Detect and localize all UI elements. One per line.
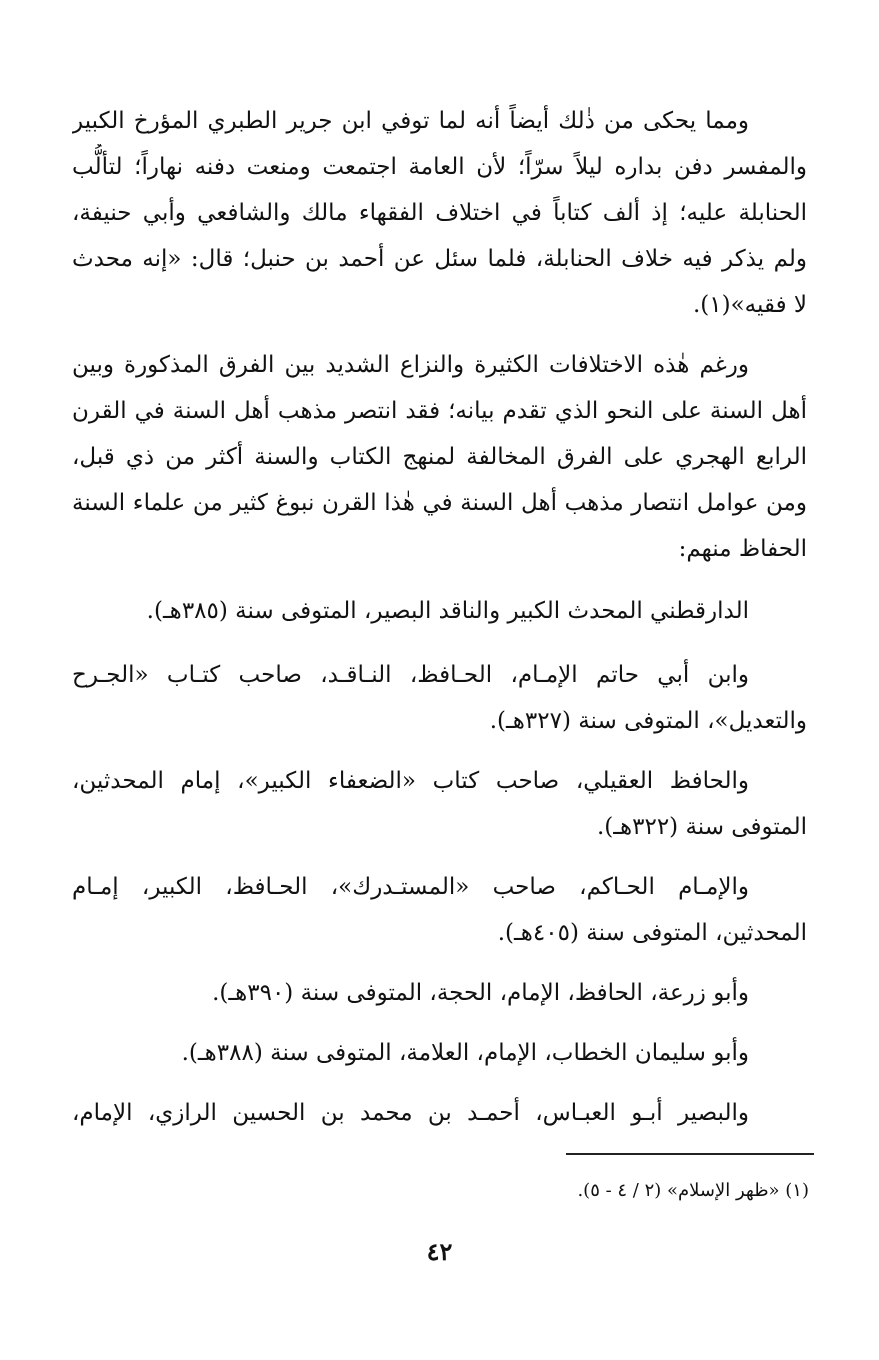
paragraph-5-line-2: المتوفى سنة (٣٢٢هـ). — [596, 814, 807, 840]
paragraph-5-line-1: والحافظ العقيلي، صاحب كتاب «الضعفاء الكبير»، إمام المحدثين، — [72, 768, 749, 794]
page-number: ٤٢ — [426, 1237, 453, 1266]
paragraph-1-line-2: والمفسر دفن بداره ليلاً سرّاً؛ لأن العامة اجتمعت ومنعت دفنه نهاراً؛ لتألُّب — [72, 154, 807, 180]
paragraph-6-line-1: والإمـام الحـاكم، صاحب «المستـدرك»، الحـافظ، الكبير، إمـام — [72, 874, 749, 900]
paragraph-2-line-5: الحفاظ منهم: — [678, 536, 807, 562]
footnote-separator — [566, 1153, 814, 1155]
paragraph-8-line-1: وأبو سليمان الخطاب، الإمام، العلامة، المتوفى سنة (٣٨٨هـ). — [181, 1040, 749, 1066]
paragraph-4-line-2: والتعديل»، المتوفى سنة (٣٢٧هـ). — [489, 708, 807, 734]
paragraph-7-line-1: وأبو زرعة، الحافظ، الإمام، الحجة، المتوفى سنة (٣٩٠هـ). — [212, 980, 749, 1006]
footnote: (١) «ظهر الإسلام» (٢ / ٤ - ٥). — [577, 1180, 809, 1201]
paragraph-2-line-3: الرابع الهجري على الفرق المخالفة لمنهج الكتاب والسنة أكثر من ذي قبل، — [72, 444, 807, 470]
paragraph-2-line-1: ورغم هٰذه الاختلافات الكثيرة والنزاع الشديد بين الفرق المذكورة وبين — [72, 352, 749, 378]
paragraph-1-line-4: ولم يذكر فيه خلاف الحنابلة، فلما سئل عن أحمد بن حنبل؛ قال: «إنه محدث — [72, 246, 807, 272]
paragraph-1-line-1: ومما يحكى من ذٰلك أيضاً أنه لما توفي ابن جرير الطبري المؤرخ الكبير — [72, 108, 749, 134]
paragraph-2-line-4: ومن عوامل انتصار مذهب أهل السنة في هٰذا القرن نبوغ كثير من علماء السنة — [72, 490, 807, 516]
paragraph-2-line-2: أهل السنة على النحو الذي تقدم بيانه؛ فقد انتصر مذهب أهل السنة في القرن — [72, 398, 807, 424]
paragraph-6-line-2: المحدثين، المتوفى سنة (٤٠٥هـ). — [497, 920, 807, 946]
paragraph-1-line-3: الحنابلة عليه؛ إذ ألف كتاباً في اختلاف الفقهاء مالك والشافعي وأبي حنيفة، — [72, 200, 807, 226]
paragraph-1-line-5: لا فقيه»(١). — [692, 292, 807, 318]
paragraph-4-line-1: وابن أبي حاتم الإمـام، الحـافظ، النـاقـد، صاحب كتـاب «الجـرح — [72, 662, 749, 688]
paragraph-3-line-1: الدارقطني المحدث الكبير والناقد البصير، المتوفى سنة (٣٨٥هـ). — [146, 598, 749, 624]
paragraph-9-line-1: والبصير أبـو العبـاس، أحمـد بن محمد بن الحسين الرازي، الإمام، — [72, 1100, 749, 1126]
